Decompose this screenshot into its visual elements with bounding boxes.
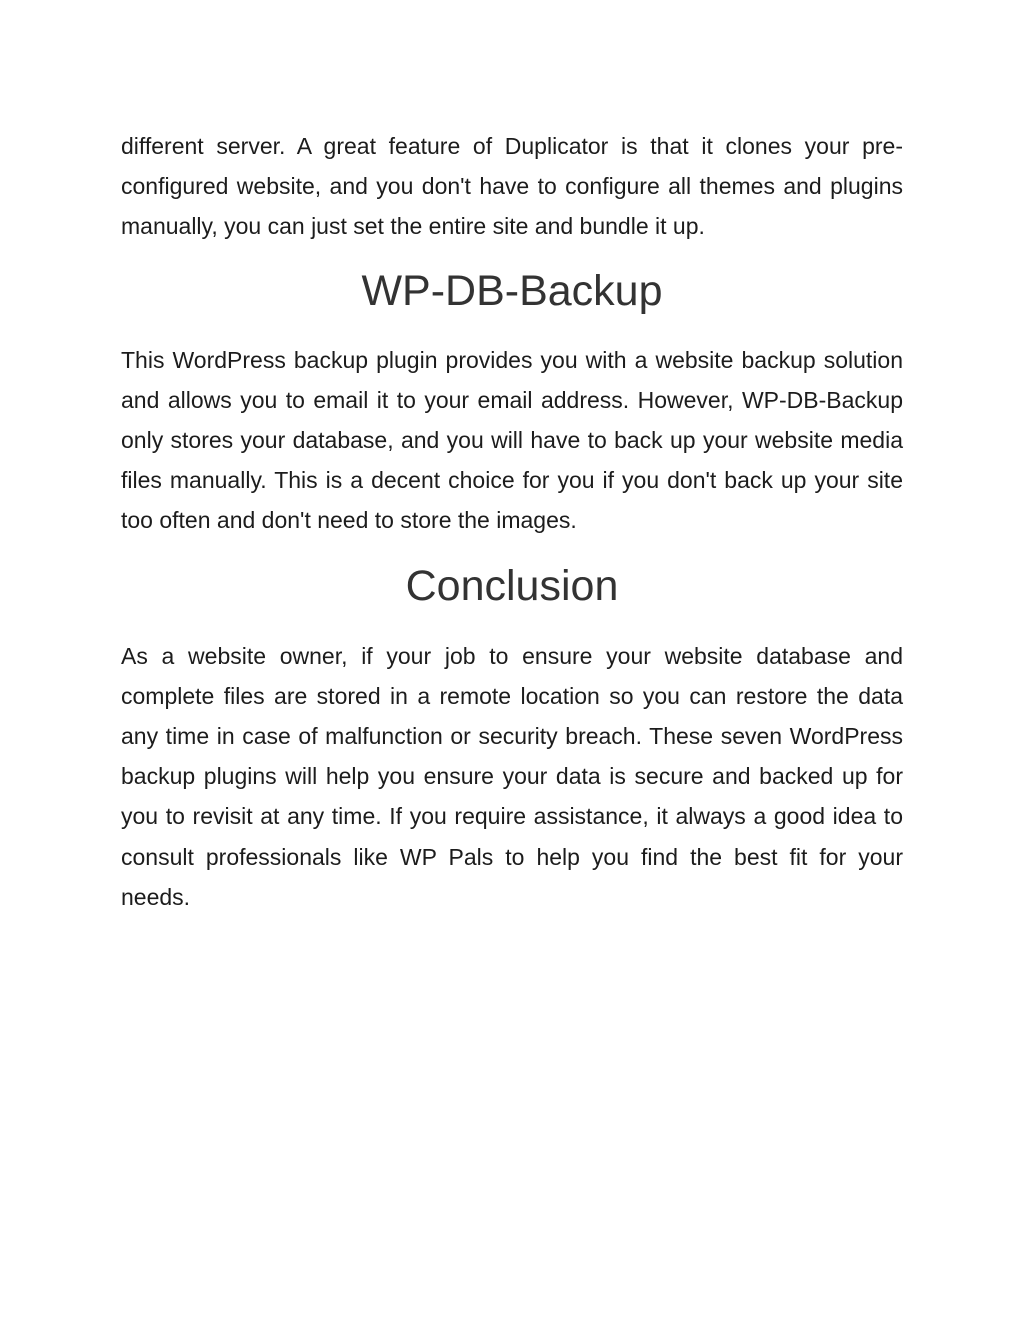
paragraph-conclusion: As a website owner, if your job to ensure your website database and complete files are stored in a remote location so you can restore the data any time in case of malfunction or security breach. These seven WordPress backup plugins will help you ensure your data is secure and backed up for you to revisit at any time. If you require assistance, it always a good idea to consult professionals like WP Pals to help you find the best fit for your needs. (121, 642, 903, 910)
document-page (121, 126, 903, 917)
paragraph-duplicator-continued: different server. A great feature of Duplicator is that it clones your pre-configured website, and you don't have to configure all themes and plugins manually, you can just set the entire site and bundle it up. (121, 133, 903, 240)
paragraph-wp-db-backup: This WordPress backup plugin provides you with a website backup solution and allows you to email it to your email address. However, WP-DB-Backup only stores your database, and you will have to back up your website media files manually. This is a decent choice for you if you don't back up your site too often and don't need to store the images. (121, 346, 903, 534)
section-heading-wp-db-backup: WP-DB-Backup (361, 266, 663, 315)
section-heading-conclusion: Conclusion (405, 561, 619, 610)
